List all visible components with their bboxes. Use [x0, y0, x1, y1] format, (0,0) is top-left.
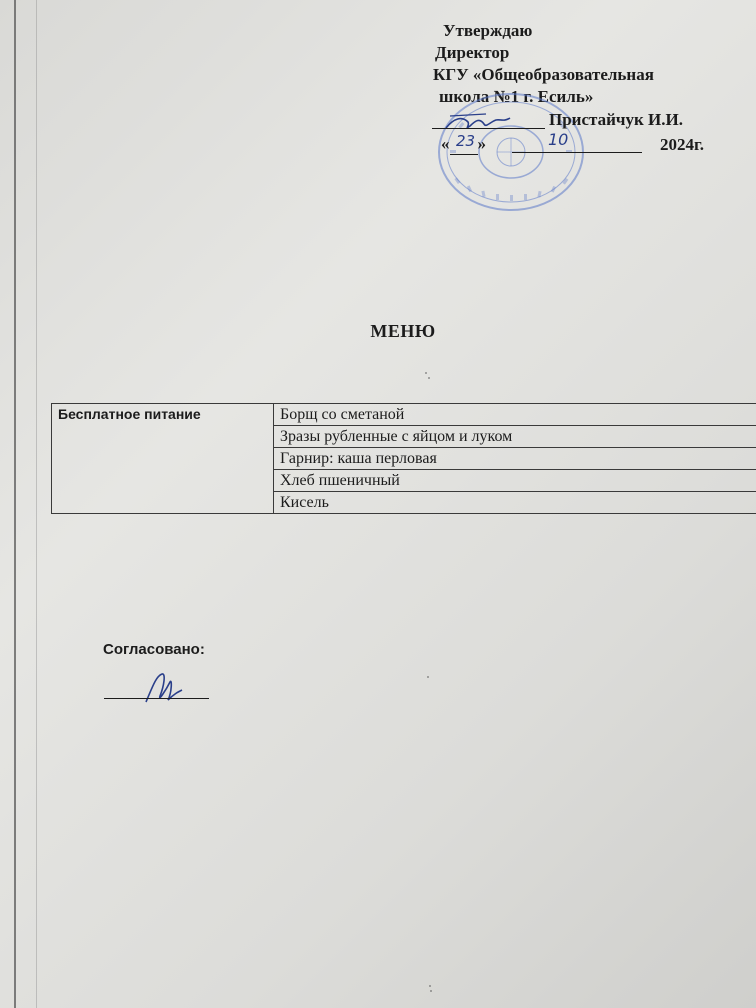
date-month: 10: [548, 130, 569, 149]
menu-item: Зразы рубленные с яйцом и луком: [274, 426, 756, 448]
agreed-label: Согласовано:: [103, 641, 205, 658]
date-open-quote: «: [441, 134, 450, 153]
paper-speck: [429, 985, 431, 987]
approval-organization: КГУ «Общеобразовательная: [433, 65, 654, 84]
paper-speck: [427, 676, 429, 678]
menu-item: Гарнир: каша перловая: [274, 448, 756, 470]
table-row: [52, 404, 756, 426]
approval-position: Директор: [435, 43, 510, 62]
agreed-signature: [138, 668, 186, 708]
date-close-quote: »: [477, 134, 486, 153]
date-month-line: [512, 152, 642, 153]
paper-speck: [428, 377, 430, 379]
approval-organization-2: школа №1 г. Есиль»: [439, 87, 594, 106]
page-edge: [14, 0, 16, 1008]
director-signature-line: [432, 128, 545, 129]
agreed-signature-line: [104, 698, 209, 699]
page-edge-inner: [36, 0, 37, 1008]
menu-item: Хлеб пшеничный: [274, 470, 756, 492]
menu-table: [51, 403, 756, 514]
menu-item: Кисель: [274, 492, 756, 514]
date-year: 2024г.: [660, 135, 705, 154]
approval-word: Утверждаю: [443, 21, 533, 40]
paper-speck: [430, 990, 432, 992]
date-day: 23: [456, 132, 476, 150]
menu-item: Борщ со сметаной: [274, 404, 756, 426]
paper-speck: [425, 372, 427, 374]
menu-category: Бесплатное питание: [52, 404, 274, 514]
page-title: МЕНЮ: [370, 321, 436, 341]
director-name: Пристайчук И.И.: [549, 110, 683, 129]
